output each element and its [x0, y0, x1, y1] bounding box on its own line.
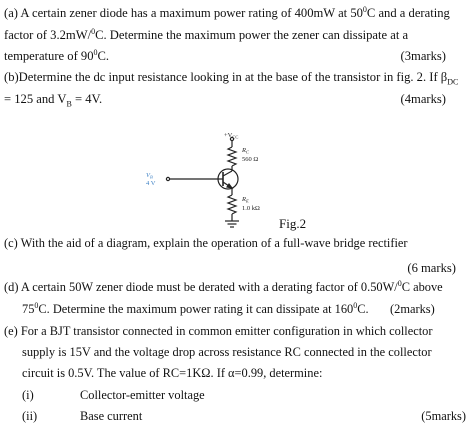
question-c-marks: (6 marks)	[407, 261, 456, 275]
transistor-circuit-diagram	[128, 133, 338, 238]
q-b-text: = 4V.	[71, 92, 103, 106]
q-b-subscript: DC	[447, 77, 459, 87]
q-a-degree: 0	[91, 26, 96, 36]
question-e-line-1: (e) For a BJT transistor connected in common emitter configuration in which collector	[4, 324, 433, 338]
question-e-line-3: circuit is 0.5V. The value of RC=1KΩ. If α=0.99, determine:	[22, 366, 323, 380]
question-e-item-i	[22, 388, 34, 403]
question-b-line-2	[4, 92, 102, 107]
q-a-degree: 0	[362, 4, 367, 14]
question-a-marks: (3marks)	[400, 49, 446, 63]
q-a-text: C.	[97, 49, 110, 63]
question-b-marks: (4marks)	[400, 92, 446, 106]
vb-terminal	[166, 177, 169, 180]
q-d-text: 75	[22, 302, 35, 316]
q-a-text: (a) A certain zener diode has a maximum power rating of 400mW at 50	[4, 6, 363, 20]
q-a-text: temperature of 90	[4, 49, 94, 63]
rc-label: $R_C$	[242, 147, 249, 155]
re-value: 1.0 kΩ	[242, 205, 260, 212]
question-e-marks: (5marks)	[421, 409, 466, 423]
q-d-text: C.	[357, 302, 369, 316]
question-a-line-1	[4, 6, 450, 21]
transistor-collector	[223, 171, 232, 176]
q-d-degree: 0	[397, 278, 402, 288]
q-d-degree: 0	[353, 300, 358, 310]
q-d-text: C above	[401, 280, 443, 294]
q-d-text: (d) A certain 50W zener diode must be derated with a derating factor of 0.50W/	[4, 280, 398, 294]
question-e-item-i-text: Collector-emitter voltage	[80, 388, 205, 402]
item-number: (i)	[22, 388, 34, 402]
question-c-line-1: (c) With the aid of a diagram, explain the operation of a full-wave bridge rectifier	[4, 236, 408, 250]
question-a-line-2	[4, 28, 408, 43]
question-d-marks: (2marks)	[390, 302, 435, 316]
re-label: $R_E$	[242, 196, 249, 204]
question-e-item-ii	[22, 409, 37, 424]
q-a-text: C. Determine the maximum power the zener can dissipate at a	[95, 28, 409, 42]
re-resistor	[228, 195, 236, 214]
q-b-text: = 125 and V	[4, 92, 67, 106]
question-e-line-2: supply is 15V and the voltage drop across resistance RC connected in the collector	[22, 345, 432, 359]
rc-resistor	[228, 147, 236, 166]
q-d-text: C. Determine the maximum power rating it can dissipate at 160	[38, 302, 354, 316]
q-a-text: C and a derating	[366, 6, 450, 20]
question-d-line-2	[22, 302, 369, 317]
question-b-line-1	[4, 70, 458, 85]
vb-label: $V_B$	[146, 172, 153, 180]
q-a-degree: 0	[93, 47, 98, 57]
question-d-line-1	[4, 280, 443, 295]
vb-value: 4 V	[146, 180, 156, 187]
q-d-degree: 0	[34, 300, 39, 310]
figure-caption: Fig.2	[279, 216, 307, 231]
rc-value: 560 Ω	[242, 156, 259, 163]
q-b-text: (b)Determine the dc input resistance looking in at the base of the transistor in fig. 2. If β	[4, 70, 448, 84]
vcc-label: $+V_{CC}$	[224, 133, 239, 140]
question-e-item-ii-text: Base current	[80, 409, 143, 423]
q-a-text: factor of 3.2mW/	[4, 28, 92, 42]
item-number: (ii)	[22, 409, 38, 423]
question-a-line-3	[4, 49, 109, 64]
q-b-subscript: B	[66, 99, 72, 109]
